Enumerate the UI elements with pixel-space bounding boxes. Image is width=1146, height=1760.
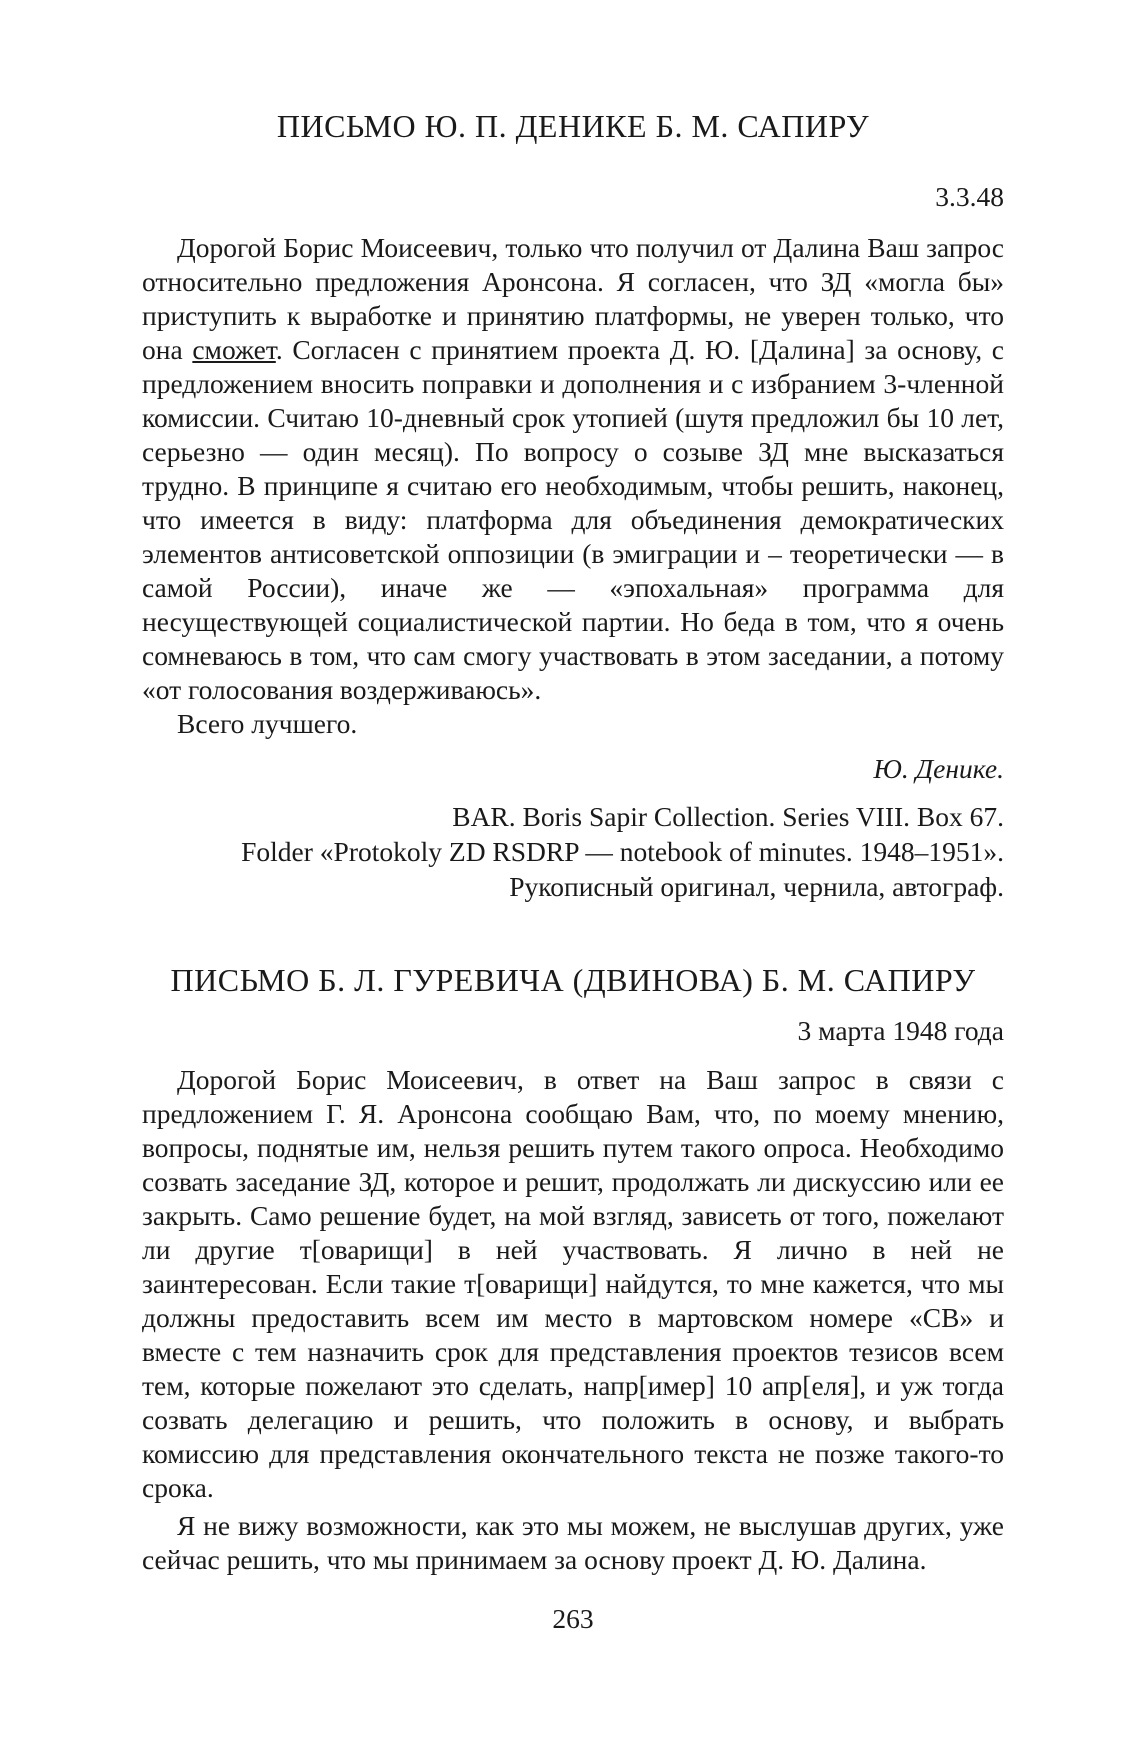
letter1-body <box>142 231 1004 707</box>
letter1-source <box>142 799 1004 904</box>
source-line-1: BAR. Boris Sapir Collection. Series VIII. Box 67. <box>452 801 1004 832</box>
letter2-date: 3 марта 1948 года <box>797 1015 1004 1046</box>
letter1-closing: Всего лучшего. <box>177 708 358 739</box>
letter2-paragraph-2: Я не вижу возможности, как это мы можем, не выслушав других, уже сейчас решить, что мы принимаем за основу проект Д. Ю. Далина. <box>142 1510 1004 1575</box>
letter1-title: ПИСЬМО Ю. П. ДЕНИКЕ Б. М. САПИРУ <box>276 108 870 144</box>
letter1-signature: Ю. Денике. <box>873 753 1004 784</box>
letter1-body-part1: Дорогой Борис Моисеевич, только что получил от Далина Ваш запрос относительно предложения Аронсона. Я согласен, что ЗД «могла бы» приступить к выработке и принятию платформы, не уверен только, что она <box>142 232 1004 365</box>
letter2-paragraph-1: Дорогой Борис Моисеевич, в ответ на Ваш запрос в связи с предложением Г. Я. Аронсона сообщаю Вам, что, по моему мнению, вопросы, поднятые им, нельзя решить путем такого опроса. Необходимо созвать заседание ЗД, которое и решит, продолжать ли дискуссию или ее закрыть. Само решение будет, на мой взгляд, зависеть от того, пожелают ли другие т[оварищи] в ней участвовать. Я лично в ней не заинтересован. Если такие т[оварищи] найдутся, то мне кажется, что мы должны предоставить всем им место в мартовском номере «СВ» и вместе с тем назначить срок для представления проектов тезисов всем тем, которые пожелают это сделать, напр[имер] 10 апр[еля], и уж тогда созвать делегацию и решить, что положить в основу, и выбрать комиссию для представления окончательного текста не позже такого-то срока. <box>142 1064 1004 1503</box>
source-line-2: Folder «Protokoly ZD RSDRP — notebook of minutes. 1948–1951». <box>241 836 1004 867</box>
letter1-body-underlined: сможет <box>192 334 276 365</box>
letter1-body-part2: . Согласен с принятием проекта Д. Ю. [Далина] за основу, с предложением вносить поправки и дополнения и с избранием 3-членной комиссии. Считаю 10-дневный срок утопией (шутя предложил бы 10 лет, серьезно — один месяц). По вопросу о созыве ЗД мне высказаться трудно. В принципе я считаю его необходимым, чтобы решить, наконец, что имеется в виду: платформа для объединения демократических элементов антисоветской оппозиции (в эмиграции и – теоретически — в самой России), иначе же — «эпохальная» программа для несуществующей социалистической партии. Но беда в том, что я очень сомневаюсь в том, что сам смогу участвовать в этом заседании, а потому «от голосования воздерживаюсь». <box>142 334 1004 705</box>
letter2-title: ПИСЬМО Б. Л. ГУРЕВИЧА (ДВИНОВА) Б. М. САПИРУ <box>170 962 976 998</box>
letter1-date: 3.3.48 <box>935 181 1004 212</box>
source-line-3: Рукописный оригинал, чернила, автограф. <box>509 871 1004 902</box>
page-number: 263 <box>552 1603 594 1634</box>
